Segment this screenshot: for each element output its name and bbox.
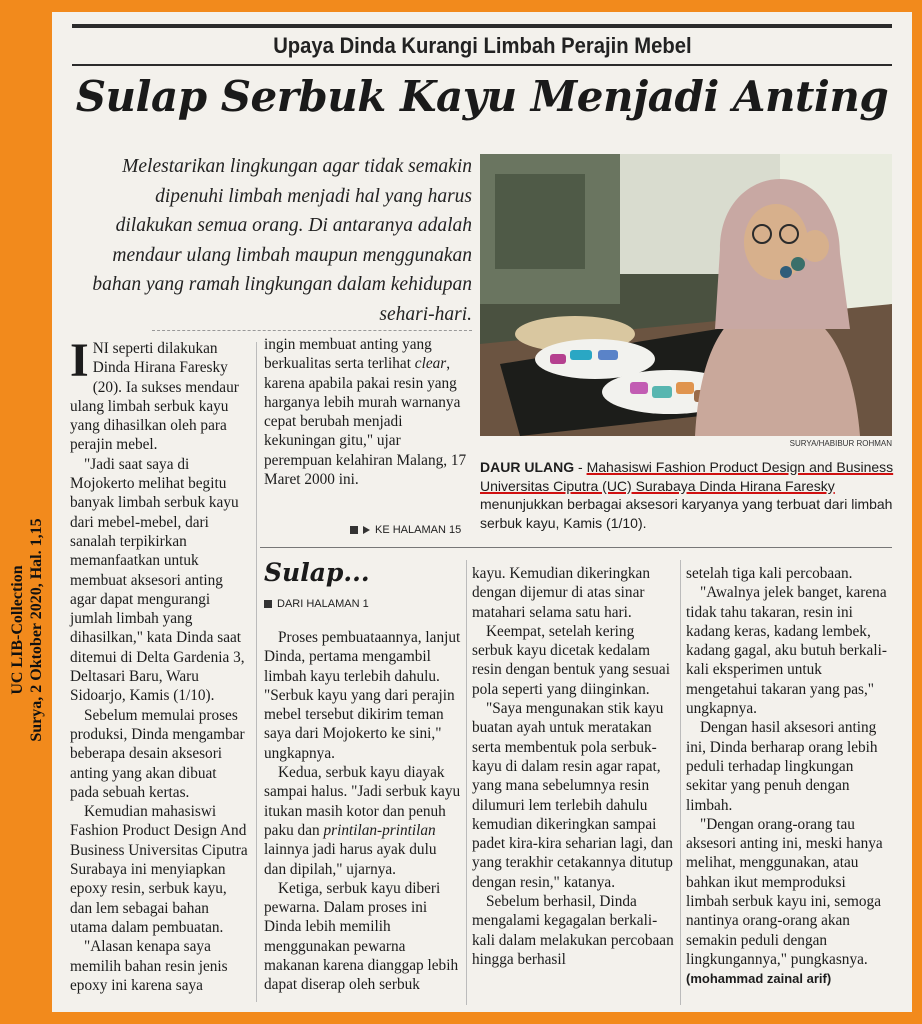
triangle-arrow-icon — [363, 526, 370, 534]
c2-p2-italic: printilan-printilan — [323, 821, 436, 839]
photo-credit: SURYA/HABIBUR ROHMAN — [789, 439, 892, 448]
author-signature: (mohammad zainal arif) — [686, 971, 832, 987]
caption-dash: - — [574, 459, 587, 475]
column-3 — [472, 564, 676, 969]
c4-paragraph-3: Dengan hasil aksesori anting ini, Dinda berharap orang lebih peduli terhadap lingkungan sekitar yang penuh dengan limbah. — [686, 719, 878, 814]
square-bullet-icon — [264, 600, 272, 608]
col2-p1b: , karena apabila pakai resin yang harganya lebih murah warnanya cepat berubah menjadi kekuningan gitu," ujar perempuan kelahiran Malang, 17 Maret 2000 ini. — [264, 355, 467, 489]
c2-p2b: lainnya jadi harus ayak dulu dan dipilah," ujarnya. — [264, 841, 437, 878]
column-divider — [680, 560, 681, 1005]
jump-from-page[interactable] — [264, 598, 369, 610]
c4-paragraph-2: "Awalnya jelek banget, karena tidak tahu takaran, resin ini kadang keras, kadang lembek, kadang gagal, aku butuh berkali-kali eksperimen untuk mengetahui takaran yang pas," ungkapnya. — [686, 584, 887, 718]
photo-illustration — [480, 154, 892, 436]
archive-collection: UC LIB-Collection — [9, 565, 26, 695]
column-2-continuation — [264, 628, 462, 995]
kicker-text: Upaya Dinda Kurangi Limbah Perajin Mebel — [264, 33, 701, 59]
newspaper-clipping — [52, 12, 912, 1012]
article-photo — [480, 154, 892, 436]
c3-paragraph-4: Sebelum berhasil, Dinda mengalami kegagalan berkali-kali dalam melakukan percobaan hingga berhasil — [472, 893, 674, 968]
col2-p1a: ingin membuat anting yang berkualitas serta terlihat — [264, 336, 432, 373]
col1-p1-text: NI seperti dilakukan Dinda Hirana Faresky (20). Ia sukses mendaur ulang limbah serbuk kayu yang dihasilkan oleh para perajin mebel. — [70, 340, 239, 454]
column-divider — [466, 560, 467, 1005]
column-divider — [256, 342, 257, 1002]
c3-paragraph-3: "Saya mengunakan stik kayu buatan ayah untuk meratakan serta membentuk pola serbuk-kayu di dalam resin agar rapat, yang mana sebelumnya resin dilumuri lem terlebih dahulu kemudian dikeringkan sampai padet kira-kira seharian lagi, dan yang terakhir cetakannya ditutup dengan resin," katanya. — [472, 700, 673, 891]
continuation-divider — [260, 547, 892, 548]
c4-paragraph-4 — [686, 815, 892, 989]
headline: Sulap Serbuk Kayu Menjadi Anting — [75, 72, 889, 121]
column-1 — [70, 334, 248, 995]
archive-source: Surya, 2 Oktober 2020, Hal. 1,15 — [28, 518, 45, 742]
continuation-title: Sulap... — [264, 558, 370, 587]
jump-to-page[interactable] — [350, 524, 461, 536]
kicker-bar — [72, 24, 892, 66]
jump-to-label: KE HALAMAN 15 — [375, 524, 462, 536]
lead-paragraph: Melestarikan lingkungan agar tidak semakin dipenuhi limbah menjadi hal yang harus dilakukan semua orang. Di antaranya adalah mendaur ulang limbah maupun menggunakan bahan yang ramah lingkungan dalam kehidupan sehari-hari. — [92, 156, 472, 325]
c4-p4-text: "Dengan orang-orang tau aksesori anting ini, meski hanya melihat, menggunakan, atau bahkan ikut memproduksi limbah serbuk kayu ini, semoga nantinya orang-orang akan semakin peduli dengan lingkungannya," pungkasnya. — [686, 815, 883, 968]
photo-caption — [480, 458, 900, 532]
c2-paragraph-2 — [264, 763, 462, 879]
col2-p1-italic: clear — [414, 355, 447, 373]
col1-paragraph-1 — [70, 334, 248, 455]
c2-paragraph-1: Proses pembuataannya, lanjut Dinda, pertama mengambil limbah kayu terlebih dahulu. "Serbuk kayu yang dari perajin mebel tersebut dikirim teman saya dari Mojokerto ke sini," ungkapnya. — [264, 629, 461, 762]
jump-from-label: DARI HALAMAN 1 — [277, 598, 369, 610]
square-bullet-icon — [350, 526, 358, 534]
lead-divider — [152, 330, 472, 331]
archive-note — [3, 450, 51, 810]
drop-cap: I — [70, 334, 89, 387]
column-2-top — [264, 335, 469, 489]
column-4 — [686, 564, 892, 989]
c2-paragraph-3: Ketiga, serbuk kayu diberi pewarna. Dalam proses ini Dinda lebih memilih menggunakan pewarna makanan karena dianggap lebih dapat diserap oleh serbuk — [264, 879, 459, 994]
col1-paragraph-5: "Alasan kenapa saya memilih bahan resin jenis epoxy ini karena saya — [70, 938, 228, 994]
c4-paragraph-1: setelah tiga kali percobaan. — [686, 565, 853, 582]
c3-paragraph-2: Keempat, setelah kering serbuk kayu dicetak kedalam resin dengan bentuk yang sesuai pola seperti yang diinginkan. — [472, 622, 670, 698]
col1-paragraph-2: "Jadi saat saya di Mojokerto melihat begitu banyak limbah serbuk kayu dari mebel-mebel, dari sanalah terpikirkan memanfaatkan untuk membuat aksesori anting agar dapat mengurangi jumlah limbah yang dihasilkan," kata Dinda saat ditemui di Delta Gardenia 3, Deltasari Baru, Waru Sidoarjo, Kamis (1/10). — [70, 455, 245, 705]
col1-paragraph-3: Sebelum memulai proses produksi, Dinda mengambar beberapa desain aksesori anting yang akan dibuat pada sebuah kertas. — [70, 706, 245, 801]
caption-highlight: Mahasiswi Fashion Product Design and Business Universitas Ciputra (UC) Surabaya Dinda Hirana Faresky — [480, 459, 894, 494]
col1-paragraph-4: Kemudian mahasiswi Fashion Product Design And Business Universitas Ciputra Surabaya ini menyiapkan epoxy resin, serbuk kayu, dan lem sebagai bahan utama dalam pembuatan. — [70, 803, 248, 936]
col2-paragraph-1 — [264, 335, 469, 489]
caption-rest: menunjukkan berbagai aksesori karyanya yang terbuat dari limbah serbuk kayu, Kamis (1/10). — [480, 496, 893, 531]
c2-p2a: Kedua, serbuk kayu diayak sampai halus. "Jadi serbuk kayu itukan masih kotor dan penuh paku dan — [264, 764, 461, 839]
c3-paragraph-1: kayu. Kemudian dikeringkan dengan dijemur di atas sinar matahari selama satu hari. — [472, 565, 650, 621]
caption-label: DAUR ULANG — [480, 459, 575, 475]
